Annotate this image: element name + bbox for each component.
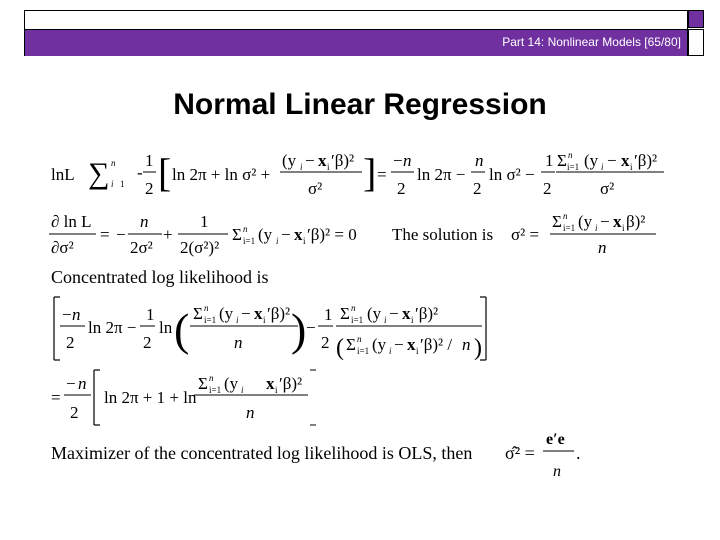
maximizer-text: Maximizer of the concentrated log likelihood is OLS, then bbox=[51, 443, 473, 463]
svg-text:i: i bbox=[236, 315, 239, 325]
svg-text:.: . bbox=[576, 443, 581, 463]
svg-text:+: + bbox=[163, 225, 173, 244]
equation-log-likelihood bbox=[51, 150, 664, 198]
svg-text:β)²: β)² bbox=[626, 212, 646, 231]
svg-text:2: 2 bbox=[397, 179, 406, 198]
svg-text:1: 1 bbox=[324, 305, 333, 324]
svg-text:]: ] bbox=[363, 150, 377, 195]
svg-text:i: i bbox=[384, 315, 387, 325]
svg-text:(y: (y bbox=[282, 151, 297, 170]
svg-text:x: x bbox=[266, 374, 275, 393]
svg-text:2: 2 bbox=[543, 179, 552, 198]
svg-text:ln σ² −: ln σ² − bbox=[489, 165, 535, 184]
svg-text:Σ: Σ bbox=[346, 335, 356, 354]
svg-text:ln 2π + ln σ² +: ln 2π + ln σ² + bbox=[172, 165, 271, 184]
svg-text:′β)² = 0: ′β)² = 0 bbox=[307, 225, 357, 244]
svg-text:=: = bbox=[377, 165, 387, 184]
svg-text:n: n bbox=[598, 238, 607, 257]
svg-text:n: n bbox=[403, 151, 412, 170]
equation-derivative bbox=[49, 211, 656, 257]
svg-text:i: i bbox=[595, 223, 598, 233]
svg-text:n: n bbox=[72, 305, 81, 324]
svg-text:(: ( bbox=[336, 335, 344, 361]
svg-text:=: = bbox=[51, 388, 61, 407]
svg-text:−: − bbox=[116, 225, 126, 244]
svg-text:1: 1 bbox=[200, 212, 209, 231]
svg-text:(: ( bbox=[174, 304, 190, 355]
svg-text:2: 2 bbox=[70, 403, 79, 422]
svg-text:σ²: σ² bbox=[600, 179, 615, 198]
svg-text:x: x bbox=[254, 304, 263, 323]
svg-text:−: − bbox=[393, 151, 403, 170]
svg-text:ln 2π + 1 + ln: ln 2π + 1 + ln bbox=[104, 388, 197, 407]
concentrated-text: Concentrated log likelihood is bbox=[51, 267, 269, 287]
svg-text:(y: (y bbox=[578, 212, 593, 231]
svg-text:x: x bbox=[407, 335, 416, 354]
svg-text:2: 2 bbox=[66, 333, 75, 352]
svg-text:−: − bbox=[305, 151, 315, 170]
svg-text:i: i bbox=[111, 179, 114, 189]
svg-text:i: i bbox=[416, 346, 419, 356]
svg-text:i: i bbox=[275, 385, 278, 395]
svg-text:n: n bbox=[568, 150, 573, 160]
svg-text:1: 1 bbox=[545, 151, 554, 170]
svg-text:1: 1 bbox=[146, 305, 155, 324]
svg-text:): ) bbox=[474, 335, 482, 361]
svg-text:x: x bbox=[294, 225, 303, 244]
svg-text:i: i bbox=[601, 162, 604, 172]
svg-text:−: − bbox=[62, 305, 72, 324]
slide-title: Normal Linear Regression bbox=[173, 88, 547, 121]
svg-text:(y: (y bbox=[224, 374, 239, 393]
svg-text:−: − bbox=[306, 318, 316, 337]
svg-text:n: n bbox=[462, 335, 471, 354]
svg-text:i=1: i=1 bbox=[351, 315, 364, 325]
svg-text:−: − bbox=[607, 151, 617, 170]
svg-text:x: x bbox=[613, 212, 622, 231]
svg-text:−: − bbox=[394, 335, 404, 354]
svg-text:Σ: Σ bbox=[340, 304, 350, 323]
svg-text:2σ²: 2σ² bbox=[130, 238, 153, 257]
equation-maximizer bbox=[51, 431, 581, 480]
svg-text:i=1: i=1 bbox=[243, 236, 256, 246]
svg-text:n: n bbox=[111, 158, 116, 168]
svg-text:ln 2π −: ln 2π − bbox=[88, 318, 137, 337]
svg-text:′β)²: ′β)² bbox=[331, 151, 355, 170]
svg-text:2: 2 bbox=[143, 333, 152, 352]
svg-text:∑: ∑ bbox=[88, 157, 110, 190]
svg-text:x: x bbox=[621, 151, 630, 170]
svg-text:(y: (y bbox=[584, 151, 599, 170]
svg-text:i=1: i=1 bbox=[204, 315, 217, 325]
svg-text:i=1: i=1 bbox=[563, 223, 576, 233]
svg-text:n: n bbox=[234, 333, 243, 352]
svg-text:n: n bbox=[563, 211, 568, 221]
svg-text:i: i bbox=[327, 162, 330, 172]
svg-text:(y: (y bbox=[372, 335, 387, 354]
svg-text:i: i bbox=[389, 346, 392, 356]
svg-text:i=1: i=1 bbox=[357, 346, 370, 356]
svg-text:(y: (y bbox=[219, 304, 234, 323]
svg-text:n: n bbox=[553, 463, 561, 480]
svg-text:i: i bbox=[622, 223, 625, 233]
svg-text:n: n bbox=[78, 374, 87, 393]
svg-text:2: 2 bbox=[473, 179, 482, 198]
svg-text:n: n bbox=[209, 373, 214, 383]
svg-text:n: n bbox=[204, 303, 209, 313]
svg-text:′β)²: ′β)² bbox=[267, 304, 291, 323]
svg-text:i: i bbox=[276, 236, 279, 246]
svg-text:i: i bbox=[241, 385, 244, 395]
svg-text:n: n bbox=[475, 151, 484, 170]
svg-text:Σ: Σ bbox=[232, 225, 242, 244]
svg-text:i: i bbox=[303, 236, 306, 246]
svg-text:(y: (y bbox=[258, 225, 273, 244]
svg-text:i: i bbox=[630, 162, 633, 172]
svg-text:): ) bbox=[291, 304, 307, 355]
svg-text:i=1: i=1 bbox=[567, 162, 580, 172]
svg-text:x: x bbox=[402, 304, 411, 323]
svg-text:′β)² /: ′β)² / bbox=[420, 335, 453, 354]
lnL-label: lnL bbox=[51, 165, 75, 184]
svg-text:−: − bbox=[241, 304, 251, 323]
equation-concentrated bbox=[54, 297, 486, 361]
svg-text:σ²: σ² bbox=[308, 179, 323, 198]
svg-text:2: 2 bbox=[321, 333, 330, 352]
svg-text:1: 1 bbox=[120, 179, 125, 189]
header-text: Part 14: Nonlinear Models [65/80] bbox=[502, 35, 681, 49]
svg-text:Σ: Σ bbox=[552, 212, 562, 231]
svg-text:−: − bbox=[389, 304, 399, 323]
solution-text: The solution is bbox=[392, 225, 494, 244]
svg-text:Σ: Σ bbox=[193, 304, 203, 323]
svg-text:1: 1 bbox=[145, 151, 154, 170]
svg-text:[: [ bbox=[158, 150, 172, 195]
svg-text:(y: (y bbox=[367, 304, 382, 323]
svg-text:∂σ²: ∂σ² bbox=[51, 238, 74, 257]
svg-text:x: x bbox=[318, 151, 327, 170]
svg-text:′β)²: ′β)² bbox=[634, 151, 658, 170]
svg-text:ln: ln bbox=[159, 318, 173, 337]
svg-text:ln 2π −: ln 2π − bbox=[417, 165, 466, 184]
svg-text:σ̂² =: σ̂² = bbox=[505, 443, 535, 463]
svg-text:i: i bbox=[263, 315, 266, 325]
svg-text:′β)²: ′β)² bbox=[415, 304, 439, 323]
svg-text:∂ ln L: ∂ ln L bbox=[51, 212, 92, 231]
svg-text:Σ: Σ bbox=[557, 151, 567, 170]
svg-text:2: 2 bbox=[145, 179, 154, 198]
svg-text:2(σ²)²: 2(σ²)² bbox=[180, 238, 220, 257]
svg-text:n: n bbox=[140, 212, 149, 231]
svg-text:σ² =: σ² = bbox=[511, 225, 540, 244]
svg-text:−: − bbox=[281, 225, 291, 244]
svg-text:n: n bbox=[246, 403, 255, 422]
svg-text:i: i bbox=[411, 315, 414, 325]
svg-text:-: - bbox=[137, 163, 143, 182]
svg-text:n: n bbox=[243, 224, 248, 234]
svg-text:−: − bbox=[600, 212, 610, 231]
svg-text:−: − bbox=[66, 374, 76, 393]
svg-text:i=1: i=1 bbox=[209, 385, 222, 395]
svg-text:i: i bbox=[300, 162, 303, 172]
svg-text:e′e: e′e bbox=[546, 431, 565, 448]
equation-simplified bbox=[51, 370, 316, 425]
svg-text:′β)²: ′β)² bbox=[279, 374, 303, 393]
svg-text:n: n bbox=[357, 334, 362, 344]
svg-text:n: n bbox=[351, 303, 356, 313]
svg-text:Σ: Σ bbox=[198, 374, 208, 393]
svg-text:=: = bbox=[100, 225, 110, 244]
